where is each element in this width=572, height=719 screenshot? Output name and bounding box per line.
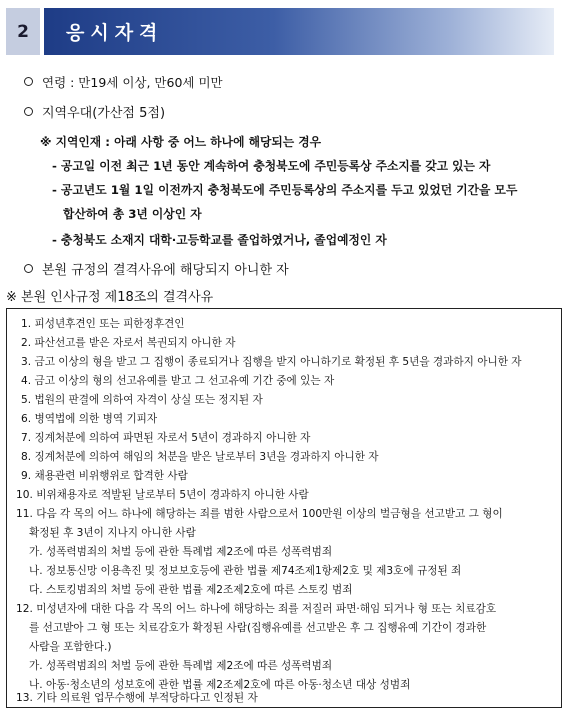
regulation-item: 11. 다음 각 목의 어느 하나에 해당하는 죄를 범한 사람으로서 100만원 이상의 벌금형을 선고받고 그 형이 [16, 508, 503, 520]
age-text: 연령 : 만19세 이상, 만60세 미만 [42, 75, 223, 90]
regulation-title: ※ 본원 인사규정 제18조의 결격사유 [6, 290, 214, 305]
regulation-item: 확정된 후 3년이 지나지 아니한 사람 [29, 527, 196, 539]
circle-bullet-icon [24, 107, 33, 116]
regulation-item: 13. 기타 의료원 업무수행에 부적당하다고 인정된 자 [16, 692, 258, 704]
regulation-item: 1. 피성년후견인 또는 피한정후견인 [21, 318, 185, 330]
regulation-item: 가. 성폭력범죄의 처벌 등에 관한 특례법 제2조에 따른 성폭력범죄 [29, 660, 333, 672]
regulation-item: 나. 정보통신망 이용촉진 및 정보보호등에 관한 법률 제74조제1항제2호 및 제3호에 규정된 죄 [29, 565, 462, 577]
regulation-item: 8. 징계처분에 의하여 해임의 처분을 받은 날로부터 3년을 경과하지 아니한 자 [21, 451, 379, 463]
regulation-item: 10. 비위채용자로 적발된 날로부터 5년이 경과하지 아니한 사람 [16, 489, 309, 501]
section-number: 2 [6, 8, 40, 55]
regional-item: - 공고년도 1월 1일 이전까지 충청북도에 주민등록상의 주소지를 두고 있었던 기간을 모두 [52, 183, 518, 197]
regulation-item: 2. 파산선고를 받은 자로서 복권되지 아니한 자 [21, 337, 236, 349]
regional-text: 지역우대(가산점 5점) [42, 106, 166, 121]
regulation-item: 9. 채용관련 비위행위로 합격한 사람 [21, 470, 188, 482]
regional-item: 합산하여 총 3년 이상인 자 [63, 207, 202, 221]
disqualify-bullet [24, 259, 289, 278]
regional-item: - 충청북도 소재지 대학·고등학교를 졸업하였거나, 졸업예정인 자 [52, 233, 387, 247]
regulation-item: 가. 성폭력범죄의 처벌 등에 관한 특례법 제2조에 따른 성폭력범죄 [29, 546, 333, 558]
regulation-item: 4. 금고 이상의 형의 선고유예를 받고 그 선고유예 기간 중에 있는 자 [21, 375, 335, 387]
disqualify-text: 본원 규정의 결격사유에 해당되지 아니한 자 [42, 263, 289, 278]
regulation-item: 12. 미성년자에 대한 다음 각 목의 어느 하나에 해당하는 죄를 저질러 파면·해임 되거나 형 또는 치료감호 [16, 603, 497, 615]
regulation-item: 5. 법원의 판결에 의하여 자격이 상실 또는 정지된 자 [21, 394, 263, 406]
regulation-box [6, 308, 562, 708]
circle-bullet-icon [24, 77, 33, 86]
regional-item: - 공고일 이전 최근 1년 동안 계속하여 충청북도에 주민등록상 주소지를 갖고 있는 자 [52, 159, 491, 173]
age-bullet [24, 73, 223, 91]
regulation-item: 다. 스토킹범죄의 처벌 등에 관한 법률 제2조제2호에 따른 스토킹 범죄 [29, 584, 353, 596]
regional-bullet [24, 102, 165, 121]
regulation-item: 7. 징계처분에 의하여 파면된 자로서 5년이 경과하지 아니한 자 [21, 432, 311, 444]
regulation-item: 6. 병역법에 의한 병역 기피자 [21, 413, 158, 425]
regulation-item: 3. 금고 이상의 형을 받고 그 집행이 종료되거나 집행을 받지 아니하기로 확정된 후 5년을 경과하지 아니한 자 [21, 356, 522, 368]
regulation-item: 를 선고받아 그 형 또는 치료감호가 확정된 사람(집행유예를 선고받은 후 그 집행유예 기간이 경과한 [29, 622, 487, 634]
section-title: 응시자격 [44, 8, 554, 55]
section-header [6, 8, 554, 55]
regulation-item: 나. 아동·청소년의 성보호에 관한 법률 제2조제2호에 따른 아동·청소년 대상 성범죄 [29, 679, 411, 691]
regional-note: ※ 지역인재 : 아래 사항 중 어느 하나에 해당되는 경우 [40, 135, 322, 149]
circle-bullet-icon [24, 264, 33, 273]
regulation-item: 사람을 포함한다.) [29, 641, 112, 653]
